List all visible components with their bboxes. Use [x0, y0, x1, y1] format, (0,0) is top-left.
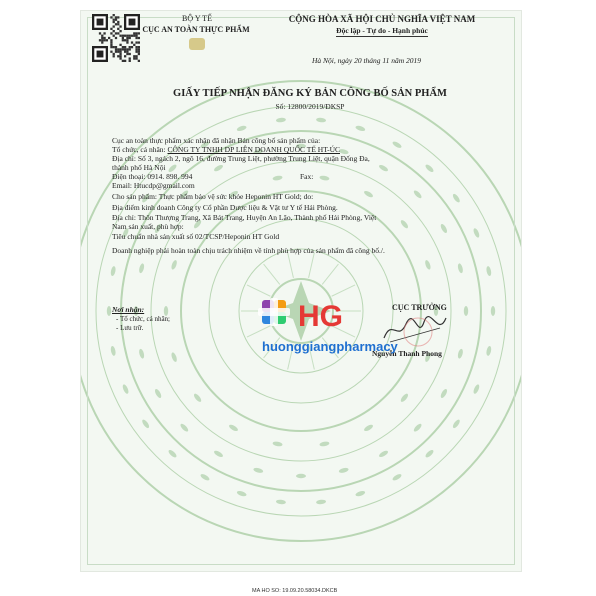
- agency-emblem-icon: [189, 38, 205, 50]
- factory-address-continuation: Nam sản xuất, phù hợp:: [112, 222, 184, 231]
- responsibility-line: Doanh nghiệp phải hoàn toàn chịu trách nhiệm về tính phù hợp của sản phẩm đã công bố./.: [112, 246, 385, 255]
- address-continuation: thành phố Hà Nội: [112, 163, 166, 172]
- dossier-code: MA HO SO: 19.09.20.58034.DKCB: [252, 588, 338, 594]
- organization-line: [112, 145, 340, 154]
- organization-value: CÔNG TY TNHH DP LIÊN DOANH QUỐC TẾ HT-ÚC: [167, 145, 340, 154]
- recipients-label: Nơi nhận:: [112, 305, 145, 314]
- ministry-name: BỘ Y TẾ: [182, 14, 212, 23]
- signatory-name: Nguyễn Thanh Phong: [372, 349, 442, 358]
- motto-underline: [336, 36, 428, 37]
- email-line: Email: Htucdp@gmail.com: [112, 181, 195, 190]
- address-label: Địa chỉ:: [112, 154, 138, 163]
- national-motto: Độc lập - Tự do - Hạnh phúc: [336, 26, 428, 35]
- fax-line: Fax:: [300, 172, 314, 181]
- issue-date: Hà Nội, ngày 20 tháng 11 năm 2019: [312, 56, 422, 65]
- document-number: Số: 12800/2019/ĐKSP: [275, 102, 345, 111]
- recipient-item: - Lưu trữ.: [116, 324, 144, 332]
- logo-letters: HG: [298, 300, 343, 333]
- agency-name: CỤC AN TOÀN THỰC PHẨM: [142, 25, 250, 34]
- business-place-line: Địa điểm kinh doanh Công ty Cổ phần Dược liệu & Vật tư Y tế Hải Phòng.: [112, 203, 338, 212]
- intro-line: Cục an toàn thực phẩm xác nhận đã nhận Bản công bố sản phẩm của:: [112, 136, 321, 145]
- address-value: Số 3, ngách 2, ngõ 16, đường Trung Liệt, phường Trung Liệt, quận Đống Đa,: [137, 154, 370, 163]
- signatory-role: CỤC TRƯỞNG: [392, 303, 447, 312]
- factory-address-line: Địa chỉ: Thôn Thượng Trang, Xã Bát Trang, Huyện An Lão, Thành phố Hải Phòng, Việt: [112, 213, 377, 222]
- organization-label: Tổ chức, cá nhân:: [112, 145, 168, 154]
- document-title: GIẤY TIẾP NHẬN ĐĂNG KÝ BẢN CÔNG BỐ SẢN PHẨM: [173, 88, 447, 99]
- recipient-item: - Tổ chức, cá nhân;: [116, 315, 171, 323]
- pharmacy-watermark: huonggiangpharmacy: [262, 339, 398, 354]
- medical-cross-icon: [258, 298, 290, 326]
- qr-code: [92, 14, 140, 62]
- product-line: Cho sản phẩm: Thực phẩm bảo vệ sức khỏe Heponin HT Gold; do:: [112, 192, 314, 201]
- standard-line: Tiêu chuẩn nhà sản xuất số 02/TCSP/Heponin HT Gold: [112, 232, 280, 241]
- phone-line: Điện thoại: 0914. 898. 994: [112, 172, 193, 181]
- address-line: [112, 154, 370, 163]
- republic-title: CỘNG HÒA XÃ HỘI CHỦ NGHĨA VIỆT NAM: [288, 14, 476, 24]
